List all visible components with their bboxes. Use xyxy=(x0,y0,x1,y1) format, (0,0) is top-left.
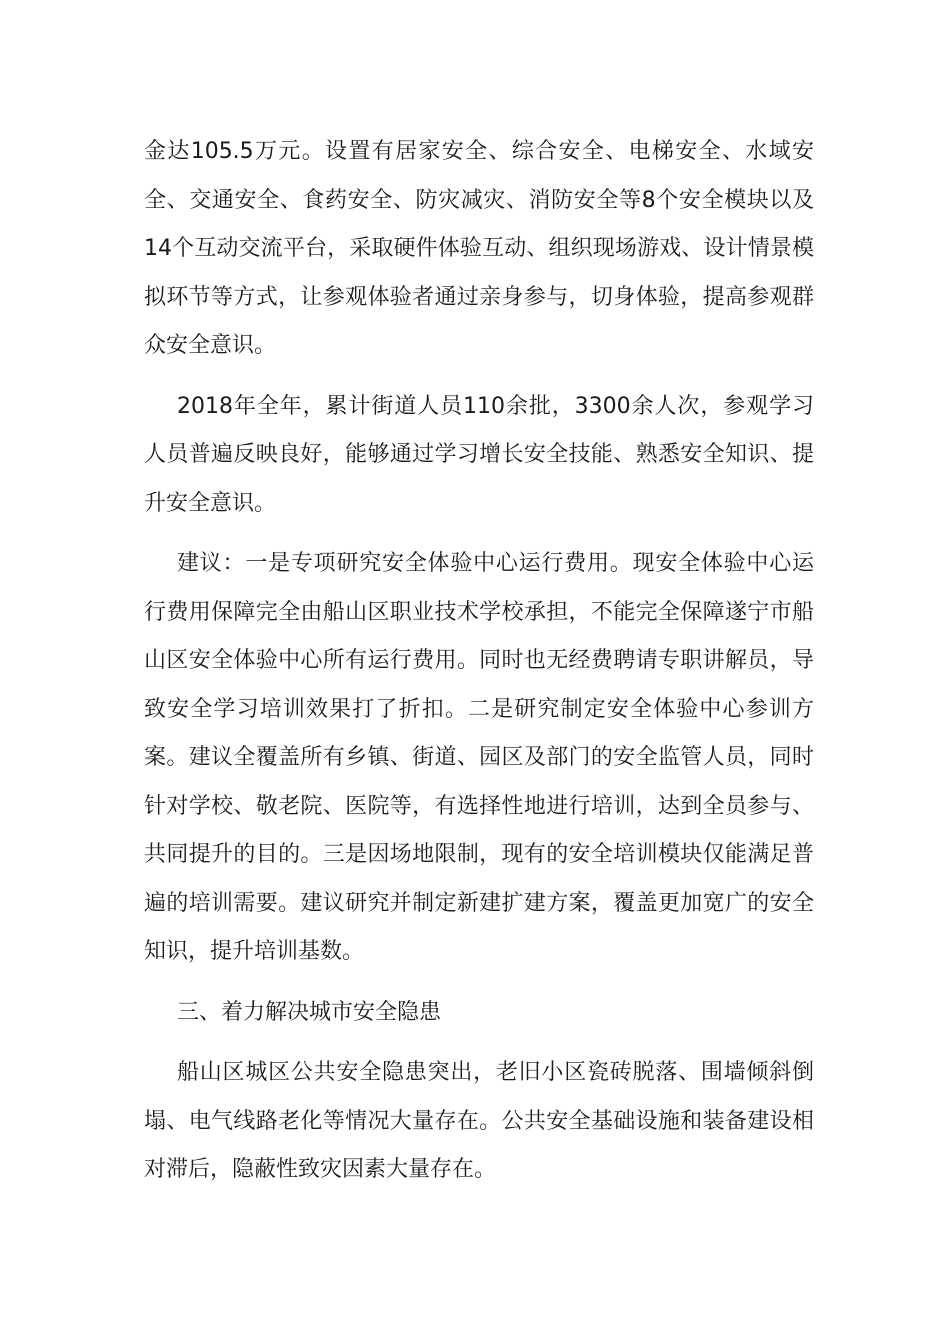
paragraph-city-hazards: 船山区城区公共安全隐患突出，老旧小区瓷砖脱落、围墙倾斜倒塌、电气线路老化等情况大量存在。公共安全基础设施和装备建设相对滞后，隐蔽性致灾因素大量存在。 xyxy=(144,1060,814,1182)
paragraph-2018-summary: 2018年全年，累计街道人员110余批，3300余人次，参观学习人员普遍反映良好，能够通过学习增长安全技能、熟悉安全知识、提升安全意识。 xyxy=(144,393,814,516)
section-heading: 三、着力解决城市安全隐患 xyxy=(177,999,442,1025)
paragraph-suggestions: 建议：一是专项研究安全体验中心运行费用。现安全体验中心运行费用保障完全由船山区职业技术学校承担，不能完全保障遂宁市船山区安全体验中心所有运行费用。同时也无经费聘请专职讲解员，导致安全学习培训效果打了折扣。二是研究制定安全体验中心参训方案。建议全覆盖所有乡镇、街道、园区及部门的安全监管人员，同时针对学校、敬老院、医院等，有选择性地进行培训，达到全员参与、共同提升的目的。三是因场地限制，现有的安全培训模块仅能满足普遍的培训需要。建议研究并制定新建扩建方案，覆盖更加宽广的安全知识，提升培训基数。 xyxy=(144,551,814,964)
paragraph-continued: 金达105.5万元。设置有居家安全、综合安全、电梯安全、水域安全、交通安全、食药安全、防灾减灾、消防安全等8个安全模块以及14个互动交流平台，采取硬件体验互动、组织现场游戏、设计情景模拟环节等方式，让参观体验者通过亲身参与，切身体验，提高参观群众安全意识。 xyxy=(144,139,814,358)
document-body xyxy=(144,128,814,1207)
